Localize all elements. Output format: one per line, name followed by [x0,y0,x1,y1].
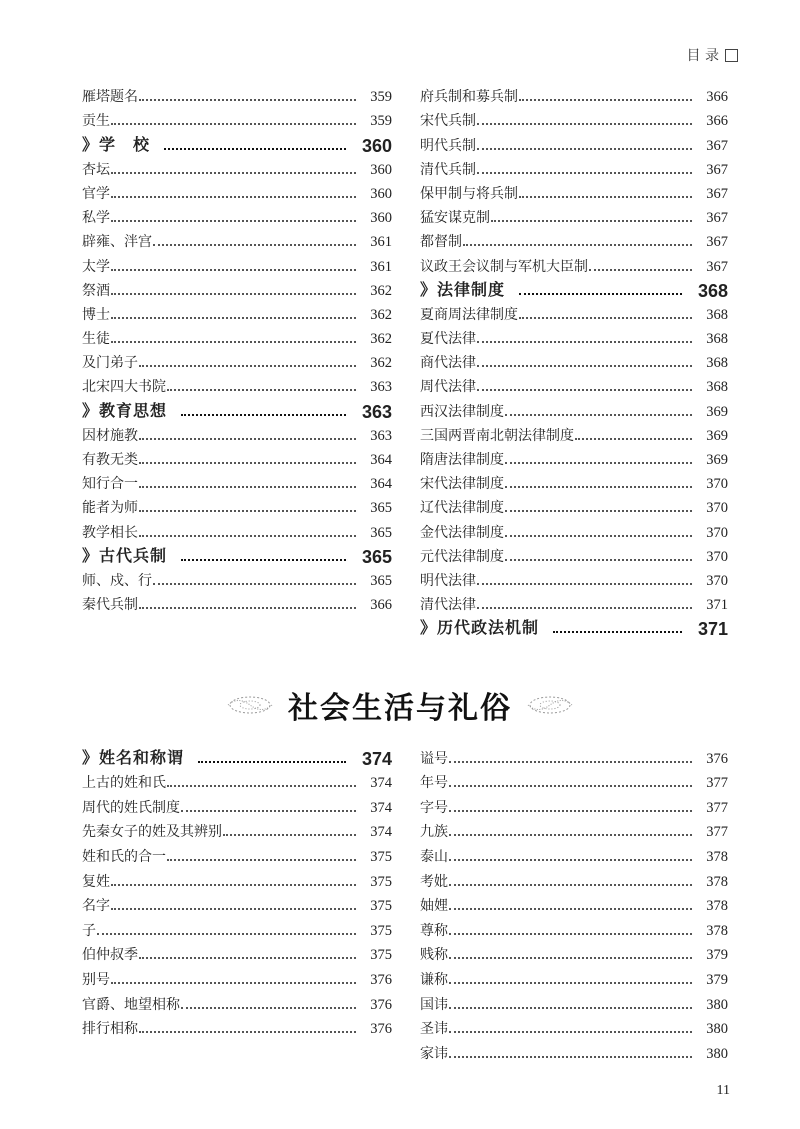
toc-entry[interactable] [420,768,728,793]
entry-page: 363 [370,427,392,444]
toc-entry[interactable] [82,445,392,469]
toc-entry[interactable] [82,300,392,324]
dot-leader [449,761,692,763]
entry-page: 367 [706,185,728,202]
entry-page: 360 [370,210,392,227]
entry-page: 366 [706,113,728,130]
toc-entry[interactable] [82,964,392,989]
toc-entry[interactable] [420,324,728,348]
dot-leader [111,317,356,319]
toc-entry[interactable] [420,866,728,891]
entry-title: 谥号 [420,750,448,767]
dot-leader [139,365,356,367]
dot-leader [477,389,692,391]
toc-entry[interactable] [82,203,392,227]
toc-entry[interactable] [420,792,728,817]
entry-page: 366 [706,89,728,106]
toc-section-entry[interactable] [82,396,392,420]
toc-entry[interactable] [82,227,392,251]
entry-page: 365 [370,500,392,517]
toc-entry[interactable] [82,324,392,348]
entry-title: 考妣 [420,873,448,890]
entry-page: 379 [706,947,728,964]
dot-leader [167,785,356,787]
entry-title: 》学 校 [82,136,151,154]
entry-page: 359 [370,89,392,106]
entry-page: 375 [370,947,392,964]
toc-entry[interactable] [420,421,728,445]
toc-entry[interactable] [420,155,728,179]
entry-page: 377 [706,824,728,841]
dot-leader [111,982,356,984]
toc-entry[interactable] [82,566,392,590]
entry-title: 姓和氏的合一 [82,848,166,865]
entry-title: 都督制 [420,234,462,251]
toc-entry[interactable] [420,1038,728,1063]
toc-entry[interactable] [82,276,392,300]
entry-page: 376 [370,1021,392,1038]
entry-title: 因材施教 [82,427,138,444]
entry-title: 》教育思想 [82,402,168,420]
right-ornament-icon [526,694,574,716]
dot-leader [111,269,356,271]
dot-leader [181,1007,356,1009]
entry-title: 排行相称 [82,1021,138,1038]
toc-column-4 [420,743,728,1063]
entry-page: 370 [706,572,728,589]
entry-title: 年号 [420,775,448,792]
dot-leader [491,220,692,222]
toc-entry[interactable] [82,372,392,396]
entry-page: 380 [706,1045,728,1062]
dot-leader [139,535,356,537]
entry-title: 夏代法律 [420,331,476,348]
toc-entry[interactable] [420,542,728,566]
entry-page: 367 [706,210,728,227]
toc-entry[interactable] [420,743,728,768]
dot-leader [519,196,692,198]
entry-title: 三国两晋南北朝法律制度 [420,427,574,444]
entry-title: 别号 [82,971,110,988]
entry-title: 先秦女子的姓及其辨别 [82,824,222,841]
dot-leader [139,607,356,609]
toc-entry[interactable] [420,841,728,866]
entry-page: 367 [706,161,728,178]
entry-page: 378 [706,873,728,890]
entry-title: 师、戍、行 [82,572,152,589]
entry-page: 379 [706,971,728,988]
entry-title: 官爵、地望相称 [82,996,180,1013]
page-number: 11 [716,1083,730,1098]
entry-title: 西汉法律制度 [420,403,504,420]
entry-page: 377 [706,775,728,792]
entry-title: 祭酒 [82,282,110,299]
entry-title: 元代法律制度 [420,548,504,565]
toc-entry[interactable] [420,915,728,940]
dot-leader [463,244,692,246]
toc-entry[interactable] [82,251,392,275]
entry-page: 365 [370,524,392,541]
entry-title: 子 [82,922,96,939]
toc-entry[interactable] [82,841,392,866]
entry-title: 宋代法律制度 [420,476,504,493]
dot-leader [449,1007,692,1009]
entry-title: 周代法律 [420,379,476,396]
dot-leader [449,982,692,984]
entry-title: 字号 [420,799,448,816]
entry-title: 夏商周法律制度 [420,306,518,323]
entry-page: 360 [361,135,392,156]
dot-leader [139,99,356,101]
entry-page: 375 [370,922,392,939]
toc-section-entry[interactable] [82,542,392,566]
toc-column-3 [82,743,392,1038]
entry-page: 376 [370,971,392,988]
toc-entry[interactable] [82,817,392,842]
dot-leader [181,414,346,416]
dot-leader [449,810,692,812]
entry-page: 367 [706,137,728,154]
entry-title: 有教无类 [82,452,138,468]
toc-entry[interactable] [82,155,392,179]
dot-leader [167,859,356,861]
entry-page: 362 [370,355,392,372]
toc-entry[interactable] [82,517,392,541]
entry-page: 360 [370,185,392,202]
dot-leader [477,123,692,125]
entry-page: 374 [361,748,392,769]
entry-page: 363 [361,401,392,422]
dot-leader [505,535,692,537]
toc-entry[interactable] [82,469,392,493]
toc-entry[interactable] [82,891,392,916]
entry-page: 364 [370,452,392,468]
toc-entry[interactable] [82,768,392,793]
entry-title: 及门弟子 [82,355,138,372]
dot-leader [139,438,356,440]
dot-leader [519,293,682,295]
entry-title: 宋代兵制 [420,113,476,130]
dot-leader [153,583,356,585]
dot-leader [111,196,356,198]
entry-page: 368 [697,280,728,301]
entry-page: 374 [370,824,392,841]
dot-leader [505,462,692,464]
entry-page: 375 [370,898,392,915]
entry-page: 369 [706,403,728,420]
dot-leader [477,583,692,585]
toc-entry[interactable] [82,421,392,445]
entry-page: 368 [706,379,728,396]
entry-title: 国讳 [420,996,448,1013]
toc-entry[interactable] [420,130,728,154]
entry-page: 369 [706,452,728,468]
dot-leader [139,1031,356,1033]
toc-entry[interactable] [420,227,728,251]
toc-section-entry[interactable] [420,614,728,638]
entry-page: 368 [706,355,728,372]
dot-leader [505,559,692,561]
entry-title: 雁塔题名 [82,89,138,106]
dot-leader [449,1031,692,1033]
toc-entry[interactable] [420,348,728,372]
entry-page: 378 [706,848,728,865]
entry-page: 366 [370,597,392,614]
entry-title: 谦称 [420,971,448,988]
dot-leader [553,631,682,633]
toc-entry[interactable] [420,964,728,989]
section-heading [0,683,800,727]
entry-title: 私学 [82,210,110,227]
entry-title: 商代法律 [420,355,476,372]
toc-section-entry[interactable] [82,743,392,768]
entry-title: 圣讳 [420,1021,448,1038]
toc-entry[interactable] [420,590,728,614]
entry-page: 374 [370,799,392,816]
entry-page: 360 [370,161,392,178]
entry-title: 教学相长 [82,524,138,541]
entry-title: 北宋四大书院 [82,379,166,396]
toc-entry[interactable] [82,940,392,965]
entry-page: 378 [706,898,728,915]
entry-page: 362 [370,331,392,348]
entry-page: 377 [706,799,728,816]
dot-leader [505,414,692,416]
toc-entry[interactable] [82,348,392,372]
toc-entry[interactable] [420,179,728,203]
toc-section-entry[interactable] [420,276,728,300]
entry-page: 368 [706,331,728,348]
entry-page: 365 [370,572,392,589]
entry-title: 猛安谋克制 [420,210,490,227]
toc-entry[interactable] [420,251,728,275]
dot-leader [477,172,692,174]
dot-leader [198,761,346,763]
dot-leader [519,99,692,101]
dot-leader [477,341,692,343]
entry-page: 370 [706,500,728,517]
entry-title: 周代的姓氏制度 [82,799,180,816]
dot-leader [181,810,356,812]
entry-title: 上古的姓和氏 [82,775,166,792]
entry-title: 泰山 [420,848,448,865]
dot-leader [575,438,692,440]
dot-leader [111,908,356,910]
dot-leader [505,510,692,512]
dot-leader [181,559,346,561]
entry-page: 376 [370,996,392,1013]
dot-leader [111,123,356,125]
dot-leader [477,365,692,367]
entry-title: 辟雍、泮宫 [82,234,152,251]
entry-title: 》法律制度 [420,281,506,299]
entry-title: 隋唐法律制度 [420,452,504,468]
toc-entry[interactable] [420,445,728,469]
entry-title: 辽代法律制度 [420,500,504,517]
dot-leader [111,172,356,174]
dot-leader [519,317,692,319]
toc-entry[interactable] [420,469,728,493]
toc-entry[interactable] [420,396,728,420]
entry-title: 》古代兵制 [82,547,168,565]
dot-leader [505,486,692,488]
toc-entry[interactable] [420,891,728,916]
entry-page: 370 [706,476,728,493]
entry-page: 363 [370,379,392,396]
toc-entry[interactable] [82,792,392,817]
running-header [687,45,738,65]
entry-title: 清代法律 [420,597,476,614]
dot-leader [111,220,356,222]
entry-page: 374 [370,775,392,792]
entry-page: 371 [706,597,728,614]
entry-page: 370 [706,548,728,565]
entry-page: 376 [706,750,728,767]
entry-page: 361 [370,234,392,251]
entry-title: 秦代兵制 [82,597,138,614]
entry-page: 375 [370,873,392,890]
entry-page: 371 [697,619,728,640]
entry-title: 生徒 [82,331,110,348]
entry-title: 官学 [82,185,110,202]
entry-title: 能者为师 [82,500,138,517]
entry-title: 复姓 [82,873,110,890]
toc-entry[interactable] [82,1014,392,1039]
toc-entry[interactable] [420,300,728,324]
dot-leader [139,957,356,959]
dot-leader [449,785,692,787]
dot-leader [111,341,356,343]
toc-section-entry[interactable] [82,130,392,154]
entry-title: 九族 [420,824,448,841]
dot-leader [589,269,692,271]
entry-page: 375 [370,848,392,865]
entry-title: 尊称 [420,922,448,939]
toc-entry[interactable] [82,82,392,106]
entry-title: 博士 [82,306,110,323]
dot-leader [449,933,692,935]
dot-leader [139,510,356,512]
toc-entry[interactable] [420,106,728,130]
toc-entry[interactable] [420,203,728,227]
entry-page: 369 [706,427,728,444]
dot-leader [477,148,692,150]
entry-title: 金代法律制度 [420,524,504,541]
entry-title: 议政王会议制与军机大臣制 [420,258,588,275]
dot-leader [449,908,692,910]
dot-leader [153,244,356,246]
entry-page: 368 [706,306,728,323]
entry-title: 贡生 [82,113,110,130]
dot-leader [139,462,356,464]
dot-leader [97,933,356,935]
dot-leader [223,834,356,836]
dot-leader [111,293,356,295]
section-title: 社会生活与礼俗 [288,691,512,726]
dot-leader [449,1056,692,1058]
entry-page: 370 [706,524,728,541]
entry-page: 362 [370,306,392,323]
toc-entry[interactable] [82,590,392,614]
toc-entry[interactable] [420,817,728,842]
header-label: 目 录 [686,48,719,64]
toc-entry[interactable] [82,106,392,130]
entry-page: 378 [706,922,728,939]
entry-page: 364 [370,476,392,493]
entry-page: 359 [370,113,392,130]
entry-title: 府兵制和募兵制 [420,89,518,106]
entry-title: 清代兵制 [420,161,476,178]
entry-page: 362 [370,282,392,299]
toc-entry[interactable] [82,866,392,891]
entry-title: 知行合一 [82,476,138,493]
entry-title: 》姓名和称谓 [82,749,185,767]
dot-leader [111,884,356,886]
entry-page: 380 [706,996,728,1013]
dot-leader [139,486,356,488]
dot-leader [449,957,692,959]
entry-title: 》历代政法机制 [420,620,540,638]
toc-entry[interactable] [420,989,728,1014]
entry-page: 361 [370,258,392,275]
dot-leader [164,148,346,150]
entry-title: 明代法律 [420,572,476,589]
toc-entry[interactable] [420,517,728,541]
toc-entry[interactable] [420,1014,728,1039]
entry-page: 380 [706,1021,728,1038]
entry-title: 太学 [82,258,110,275]
entry-page: 365 [361,546,392,567]
toc-entry[interactable] [420,372,728,396]
entry-title: 明代兵制 [420,137,476,154]
dot-leader [449,884,692,886]
toc-entry[interactable] [82,989,392,1014]
entry-page: 367 [706,234,728,251]
toc-entry[interactable] [420,493,728,517]
entry-title: 伯仲叔季 [82,947,138,964]
dot-leader [477,607,692,609]
toc-entry[interactable] [82,915,392,940]
entry-page: 367 [706,258,728,275]
toc-entry[interactable] [420,566,728,590]
toc-column-1 [82,82,392,614]
header-box-icon [725,49,738,62]
dot-leader [167,389,356,391]
left-ornament-icon [226,694,274,716]
entry-title: 贱称 [420,947,448,964]
dot-leader [449,859,692,861]
entry-title: 家讳 [420,1045,448,1062]
toc-entry[interactable] [82,179,392,203]
entry-title: 保甲制与将兵制 [420,185,518,202]
toc-entry[interactable] [420,82,728,106]
toc-entry[interactable] [82,493,392,517]
dot-leader [449,834,692,836]
toc-column-2 [420,82,728,638]
toc-entry[interactable] [420,940,728,965]
entry-title: 妯娌 [420,898,448,915]
entry-title: 名字 [82,898,110,915]
entry-title: 杏坛 [82,161,110,178]
